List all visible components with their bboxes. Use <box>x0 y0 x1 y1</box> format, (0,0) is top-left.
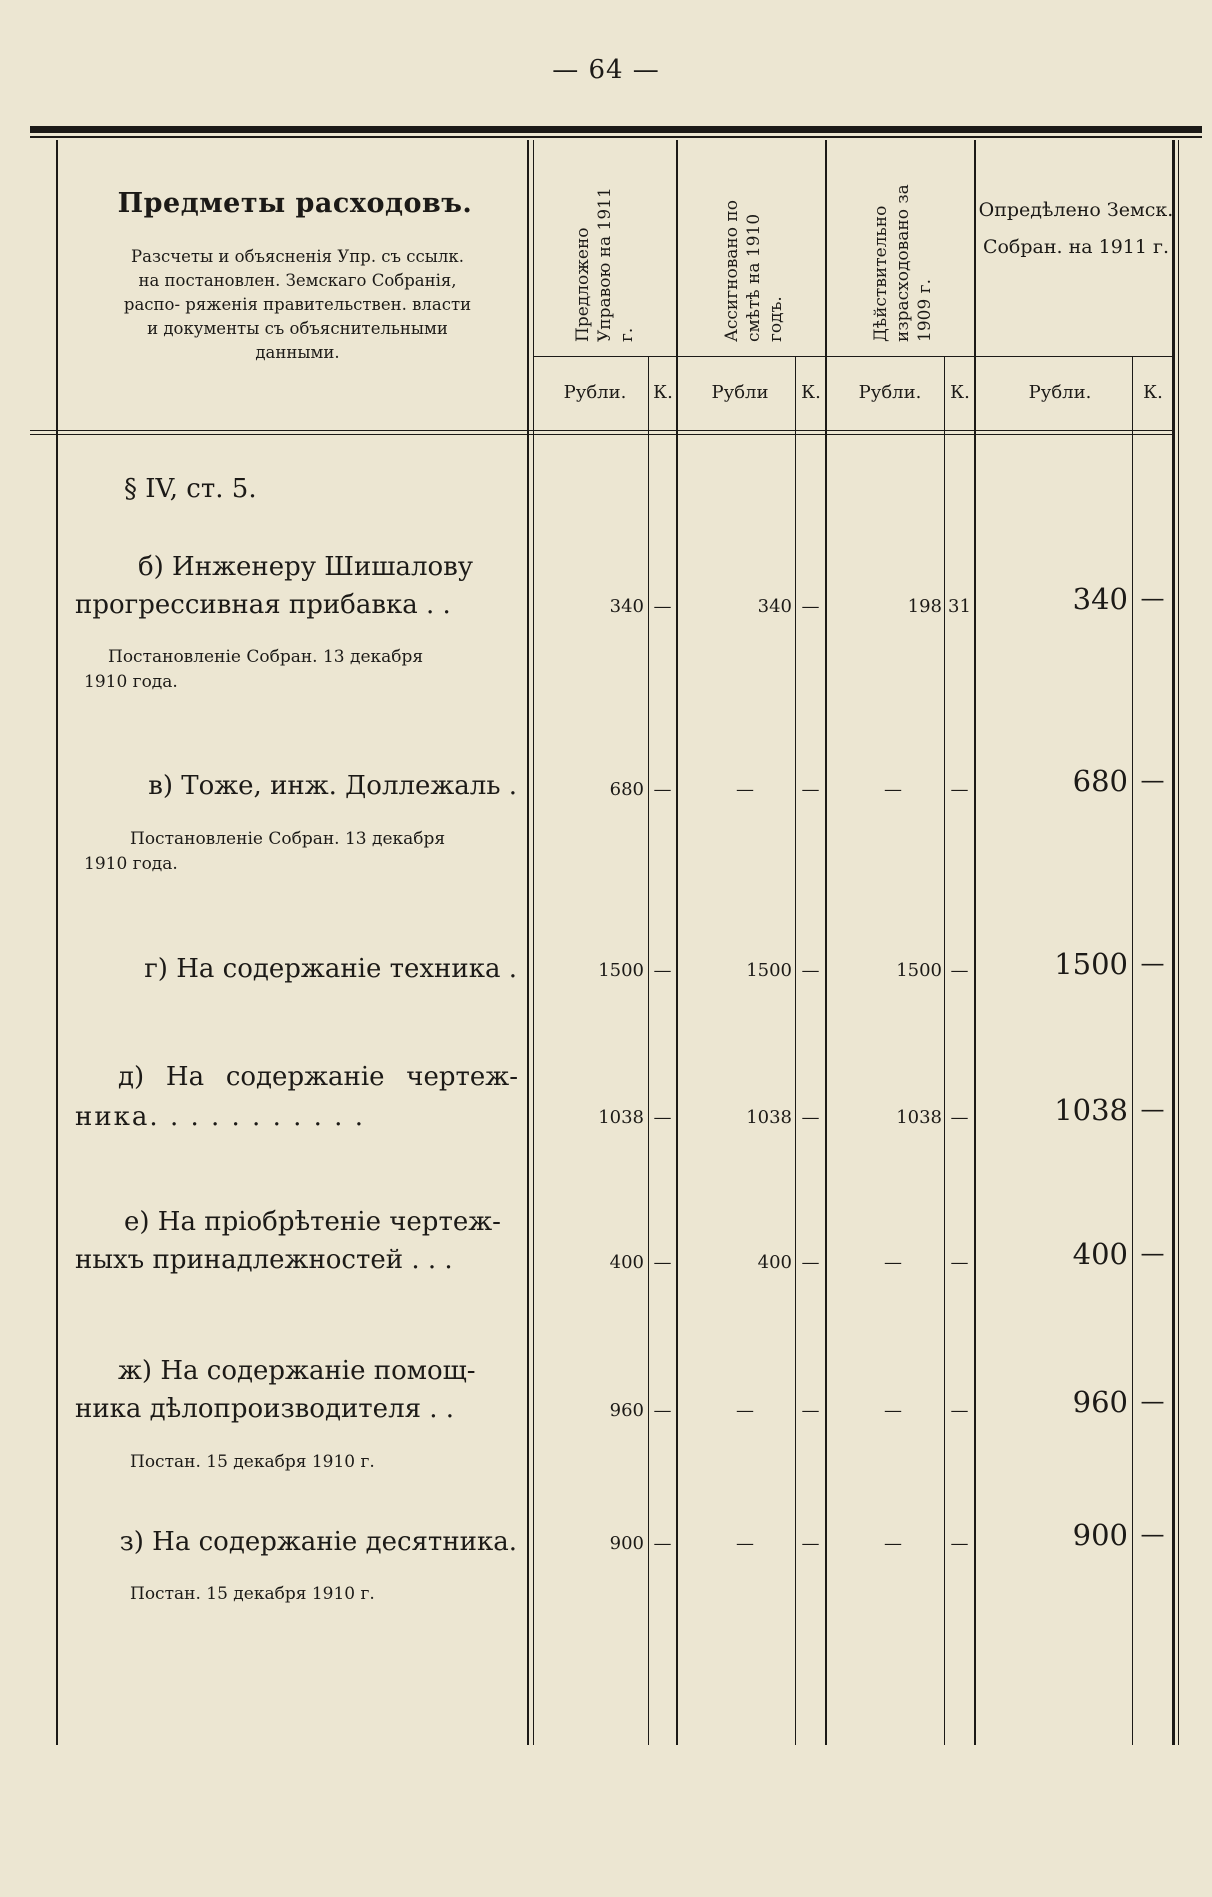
row-g-final-rub: 1500 <box>1054 947 1128 981</box>
row-z-line-1: з) На содержаніе десятника. <box>119 1527 517 1557</box>
row-b-spent-kop: 31 <box>948 596 971 617</box>
unit-allocated-rub: Рубли <box>711 382 769 403</box>
row-v-final-kop: — <box>1140 766 1165 794</box>
row-v-note-2: 1910 года. <box>84 854 178 874</box>
row-z-allocated-rub: — <box>736 1533 754 1554</box>
page-number: — 64 — <box>552 55 660 85</box>
row-v-spent-kop: — <box>950 779 969 800</box>
row-d-spent-rub: 1038 <box>896 1107 942 1128</box>
frame-left <box>56 140 58 1745</box>
row-v-allocated-rub: — <box>736 779 754 800</box>
row-z-final-kop: — <box>1140 1520 1165 1548</box>
row-zh-final-rub: 960 <box>1072 1385 1128 1419</box>
unit-spent-kop: К. <box>950 382 970 403</box>
row-e-final-rub: 400 <box>1072 1237 1128 1271</box>
row-b-allocated-rub: 340 <box>757 596 792 617</box>
row-v-line-1: в) Тоже, инж. Доллежаль . <box>148 771 517 801</box>
row-z-final-rub: 900 <box>1072 1518 1128 1552</box>
header-bottom-rule <box>30 430 1172 431</box>
unit-proposed-kop: К. <box>653 382 673 403</box>
row-z-spent-rub: — <box>884 1533 902 1554</box>
col-divider-2 <box>825 140 827 1745</box>
col-divider-desc <box>527 140 529 1745</box>
col-header-spent: Дѣйствительно израсходовано за 1909 г. <box>871 184 935 342</box>
col-header-proposed: Предложено Управою на 1911 г. <box>573 187 637 342</box>
row-b-spent-rub: 198 <box>907 596 942 617</box>
row-b-note-2: 1910 года. <box>84 672 178 692</box>
row-z-note-1: Постан. 15 декабря 1910 г. <box>130 1584 375 1604</box>
col-header-final: Опредѣлено Земск. Собран. на 1911 г. <box>978 199 1174 258</box>
row-d-proposed-kop: — <box>653 1107 672 1128</box>
unit-final-kop: К. <box>1143 382 1163 403</box>
row-z-allocated-kop: — <box>801 1533 820 1554</box>
row-d-final-kop: — <box>1140 1095 1165 1123</box>
row-e-proposed-kop: — <box>653 1252 672 1273</box>
row-e-spent-kop: — <box>950 1252 969 1273</box>
row-e-spent-rub: — <box>884 1252 902 1273</box>
col-divider-1 <box>676 140 678 1745</box>
row-v-allocated-kop: — <box>801 779 820 800</box>
col-divider-3 <box>974 140 976 1745</box>
row-g-spent-rub: 1500 <box>896 960 942 981</box>
row-z-proposed-kop: — <box>653 1533 672 1554</box>
row-d-allocated-rub: 1038 <box>746 1107 792 1128</box>
row-e-line-2: ныхъ принадлежностей . . . <box>75 1245 453 1275</box>
row-g-spent-kop: — <box>950 960 969 981</box>
row-zh-line-1: ж) На содержаніе помощ- <box>118 1356 476 1386</box>
row-g-proposed-kop: — <box>653 960 672 981</box>
row-d-final-rub: 1038 <box>1054 1093 1128 1127</box>
row-d-line-2: ника. . . . . . . . . . . <box>75 1102 365 1132</box>
row-z-spent-kop: — <box>950 1533 969 1554</box>
frame-right-outer <box>1178 140 1179 1745</box>
frame-right <box>1172 140 1175 1745</box>
row-zh-allocated-kop: — <box>801 1400 820 1421</box>
row-v-final-rub: 680 <box>1072 764 1128 798</box>
row-zh-proposed-kop: — <box>653 1400 672 1421</box>
unit-final-rub: Рубли. <box>1028 382 1092 403</box>
row-b-line-1: б) Инженеру Шишалову <box>138 552 474 582</box>
row-zh-final-kop: — <box>1140 1387 1165 1415</box>
top-rule <box>30 126 1202 133</box>
row-b-note-1: Постановленіе Собран. 13 декабря <box>108 647 424 667</box>
row-zh-line-2: ника дѣлопроизводителя . . <box>75 1394 455 1424</box>
section-heading: § IV, ст. 5. <box>124 474 257 504</box>
col-divider-desc-b <box>533 140 534 1745</box>
col-header-allocated: Ассигновано по смѣтѣ на 1910 годъ. <box>722 200 786 342</box>
row-z-proposed-rub: 900 <box>609 1533 644 1554</box>
row-e-allocated-kop: — <box>801 1252 820 1273</box>
row-g-final-kop: — <box>1140 949 1165 977</box>
unit-proposed-rub: Рубли. <box>563 382 627 403</box>
row-zh-allocated-rub: — <box>736 1400 754 1421</box>
row-v-note-1: Постановленіе Собран. 13 декабря <box>130 829 446 849</box>
row-b-final-kop: — <box>1140 584 1165 612</box>
row-b-allocated-kop: — <box>801 596 820 617</box>
row-zh-spent-kop: — <box>950 1400 969 1421</box>
header-bottom-rule-2 <box>30 434 1172 435</box>
header-unit-rule <box>534 356 1172 357</box>
row-e-final-kop: — <box>1140 1239 1165 1267</box>
description-subtitle: Разсчеты и объясненія Упр. съ ссылк. на постановлен. Земскаго Собранія, распо- ряженія правительствен. власти и документы съ объяснительными данными. <box>123 247 472 362</box>
top-rule-thin <box>30 136 1202 138</box>
row-d-spent-kop: — <box>950 1107 969 1128</box>
row-g-allocated-kop: — <box>801 960 820 981</box>
row-e-allocated-rub: 400 <box>757 1252 792 1273</box>
row-e-line-1: е) На пріобрѣтеніе чертеж- <box>124 1207 501 1237</box>
row-b-line-2: прогрессивная прибавка . . <box>75 590 451 620</box>
row-zh-note-1: Постан. 15 декабря 1910 г. <box>130 1452 375 1472</box>
row-v-proposed-rub: 680 <box>609 779 644 800</box>
unit-allocated-kop: К. <box>801 382 821 403</box>
row-e-proposed-rub: 400 <box>609 1252 644 1273</box>
description-title: Предметы расходовъ. <box>117 188 473 219</box>
row-v-spent-rub: — <box>884 779 902 800</box>
row-b-proposed-rub: 340 <box>609 596 644 617</box>
row-zh-proposed-rub: 960 <box>609 1400 644 1421</box>
row-b-proposed-kop: — <box>653 596 672 617</box>
unit-spent-rub: Рубли. <box>858 382 922 403</box>
row-d-line-1: д) На содержаніе чертеж- <box>118 1062 518 1092</box>
row-d-allocated-kop: — <box>801 1107 820 1128</box>
row-g-line-1: г) На содержаніе техника . <box>144 954 517 984</box>
row-b-final-rub: 340 <box>1072 582 1128 616</box>
row-zh-spent-rub: — <box>884 1400 902 1421</box>
row-g-proposed-rub: 1500 <box>598 960 644 981</box>
row-d-proposed-rub: 1038 <box>598 1107 644 1128</box>
row-v-proposed-kop: — <box>653 779 672 800</box>
row-g-allocated-rub: 1500 <box>746 960 792 981</box>
